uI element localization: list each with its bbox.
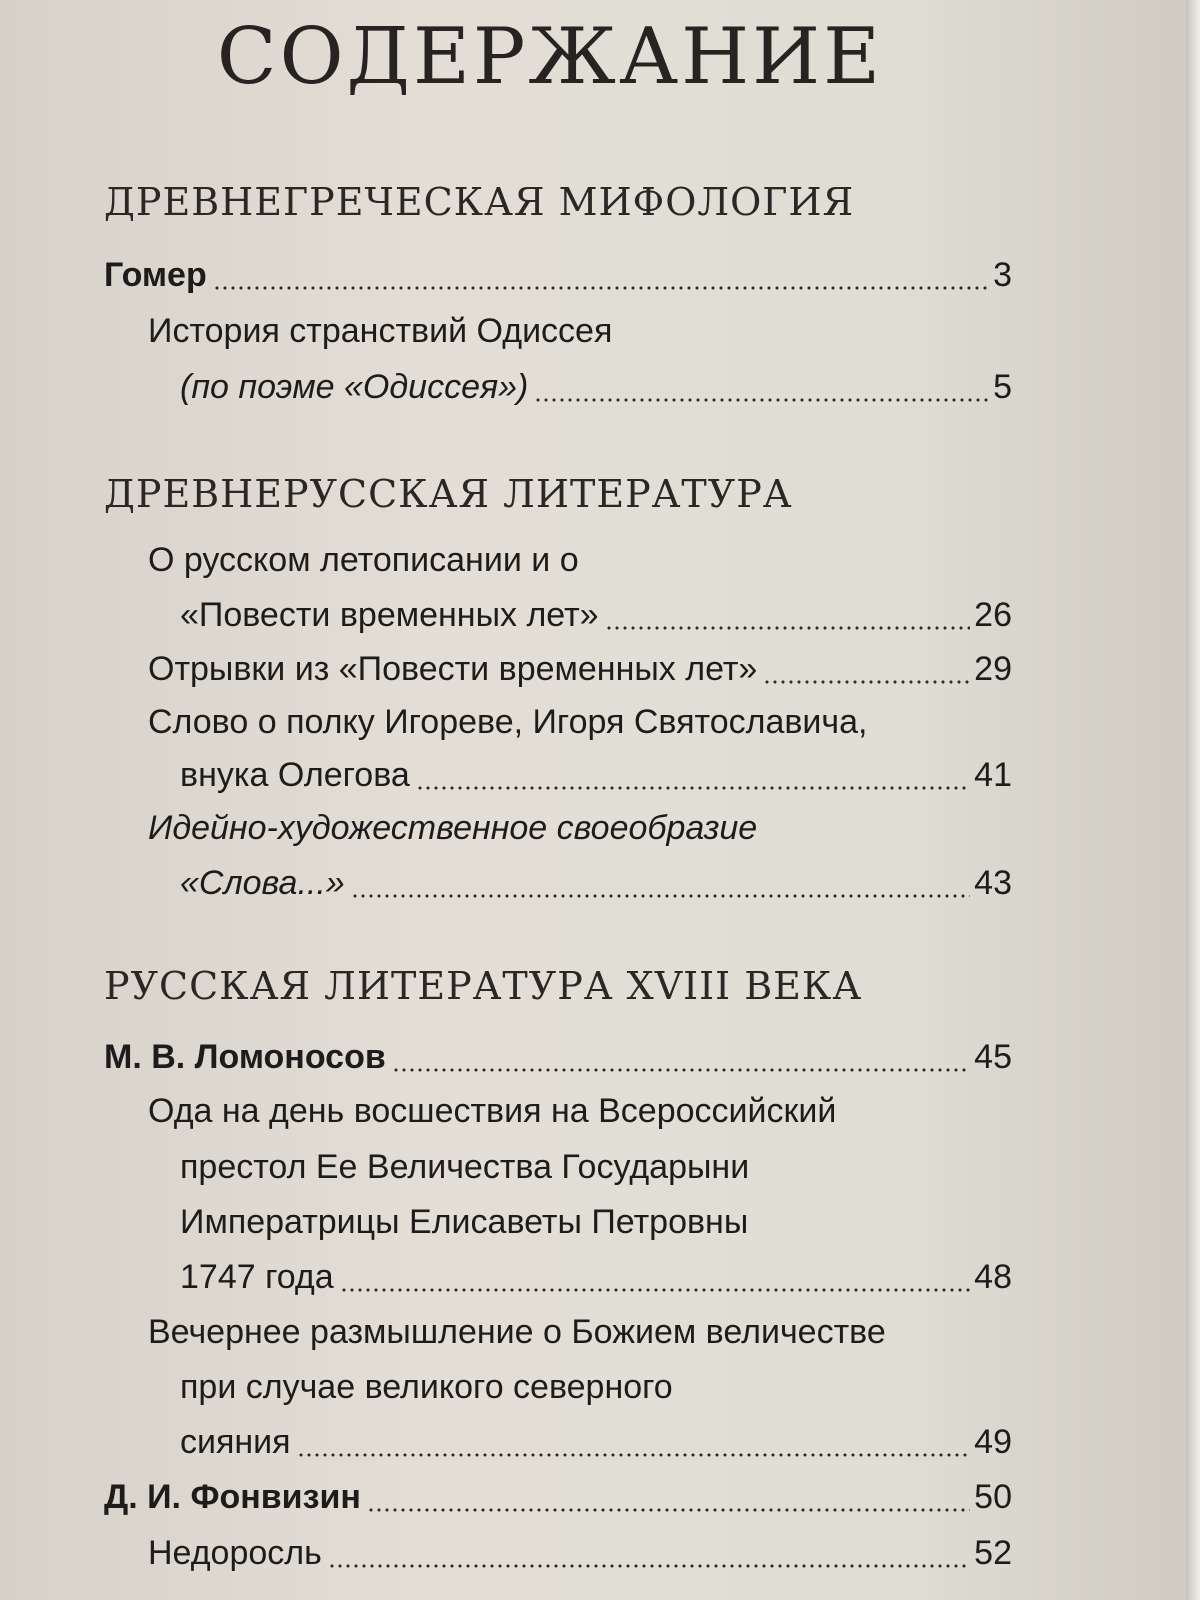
toc-row-lomonosov[interactable]	[104, 1030, 1012, 1084]
leader-dots	[763, 680, 970, 684]
entry-text: (по поэме «Одиссея»)	[180, 368, 529, 406]
toc-entry-line: Вечернее размышление о Божием величестве	[148, 1313, 886, 1351]
page-number: 50	[974, 1478, 1012, 1516]
toc-entry-line: О русском летописании и о	[148, 541, 579, 579]
entry-text: «Слова...»	[180, 864, 345, 902]
entry-text: внука Олегова	[180, 756, 410, 794]
toc-entry-line: престол Ее Величества Государыни	[180, 1148, 750, 1186]
entry-text: Отрывки из «Повести временных лет»	[148, 650, 758, 688]
leader-dots	[297, 1453, 971, 1457]
entry-text: «Повести временных лет»	[180, 596, 599, 634]
entry-text: сияния	[180, 1423, 291, 1461]
author-name: М. В. Ломоносов	[104, 1038, 386, 1076]
author-name: Д. И. Фонвизин	[104, 1478, 361, 1516]
page-number: 3	[993, 256, 1012, 294]
toc-row-nedorosl[interactable]	[148, 1526, 1012, 1580]
leader-dots	[367, 1508, 970, 1512]
page-number: 45	[974, 1038, 1012, 1076]
page-title: СОДЕРЖАНИЕ	[216, 12, 884, 102]
leader-dots	[340, 1288, 971, 1292]
page-number: 5	[993, 368, 1012, 406]
page-number: 26	[974, 596, 1012, 634]
toc-row-otryvki[interactable]	[148, 642, 1012, 696]
toc-row-oda[interactable]	[180, 1250, 1012, 1304]
author-name: Гомер	[104, 256, 207, 294]
toc-row-fonvizin[interactable]	[104, 1470, 1012, 1524]
section-heading-18th-century: РУССКАЯ ЛИТЕРАТУРА XVIII ВЕКА	[104, 964, 863, 1008]
page-edge	[1186, 0, 1200, 1600]
leader-dots	[328, 1564, 970, 1568]
leader-dots	[351, 894, 970, 898]
entry-text: Недоросль	[148, 1534, 322, 1572]
page-number: 41	[974, 756, 1012, 794]
leader-dots	[213, 286, 989, 290]
toc-row-vechernee[interactable]	[180, 1415, 1012, 1469]
toc-entry-line: при случае великого северного	[180, 1368, 673, 1406]
page-number: 49	[974, 1423, 1012, 1461]
leader-dots	[416, 786, 970, 790]
toc-entry-line: Ода на день восшествия на Всероссийский	[148, 1092, 837, 1130]
toc-row-homer[interactable]	[104, 248, 1012, 302]
page-number: 52	[974, 1534, 1012, 1572]
toc-row-odyssey[interactable]	[180, 360, 1012, 414]
entry-text: 1747 года	[180, 1258, 334, 1296]
leader-dots	[534, 398, 989, 402]
page-number: 29	[974, 650, 1012, 688]
toc-entry-line: История странствий Одиссея	[148, 312, 613, 350]
toc-entry-line: Идейно-художественное своеобразие	[148, 809, 758, 847]
leader-dots	[605, 626, 971, 630]
leader-dots	[392, 1068, 970, 1072]
toc-entry-line: Слово о полку Игореве, Игоря Святославича,	[148, 703, 868, 741]
toc-row-slovo[interactable]	[180, 748, 1012, 802]
page-number: 43	[974, 864, 1012, 902]
toc-row-slova[interactable]	[180, 856, 1012, 910]
toc-row-povest[interactable]	[180, 588, 1012, 642]
page-number: 48	[974, 1258, 1012, 1296]
section-heading-old-russian: ДРЕВНЕРУССКАЯ ЛИТЕРАТУРА	[104, 472, 793, 516]
toc-entry-line: Императрицы Елисаветы Петровны	[180, 1203, 749, 1241]
section-heading-greek: ДРЕВНЕГРЕЧЕСКАЯ МИФОЛОГИЯ	[104, 180, 855, 224]
